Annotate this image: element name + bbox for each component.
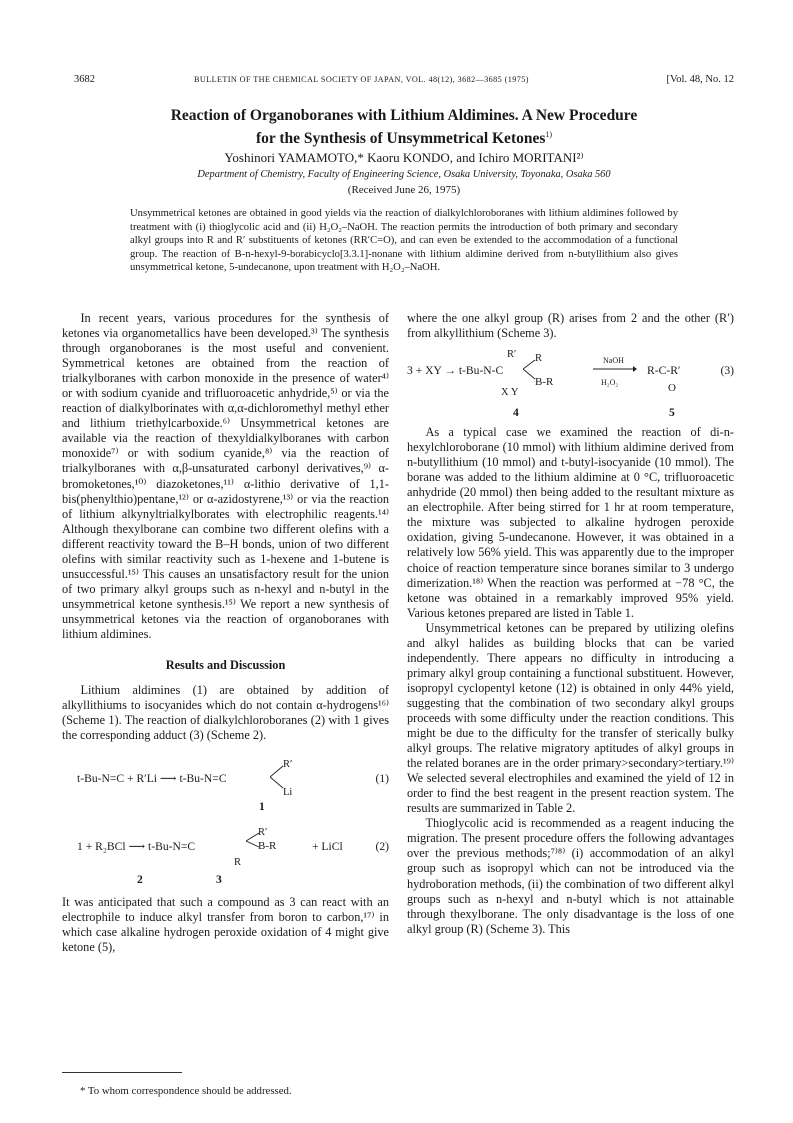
scheme-3-reaction: 3 + XY → t-Bu-N-C [407,364,504,378]
volume-issue: [Vol. 48, No. 12 [666,74,734,85]
scheme-3-ketone-product: R-C-R′ [647,364,681,378]
intro-paragraph: In recent years, various procedures for the synthesis of ketones via organometallics have been developed.³⁾ The synthesis through organoboranes is the most useful and convenient. Symmetrical ketones are obtained from the reaction of trialkylboranes with carbon monoxide in the presence of water⁴⁾ or with sodium cyanide and trifluoroacetic anhydride,⁵⁾ or via the reaction of dialkylborinates with α,α-dichloromethyl methyl ether and lithium triethylcarboxide.⁶⁾ Unsymmetrical ketones are available via the reaction of thexyldialkylboranes with carbon monoxide⁷⁾ or with sodium cyanide,⁸⁾ via the reaction of trialkylboranes with α,β-unsaturated carbonyl derivatives,⁹⁾ α-bromoketones,¹⁰⁾ diazoketones,¹¹⁾ α-lithio derivative of 1,1-bis(phenylthio)pentane,¹²⁾ or α-azidostyrene,¹³⁾ or via the reaction of lithium alkynyltrialkylborates with electrophilic reagents.¹⁴⁾ Although thexylborane can combine two different olefins with a different reactivity toward the B–H bonds, union of two different olefins with similar reactivity such as 1-hexene and 1-butene is unsuccessful.¹⁵⁾ This causes an unsatisfactory result for the union of two primary alkyl groups such as n-hexyl and n-butyl in the unsymmetrical ketone synthesis.¹⁵⁾ We report a new synthesis of unsymmetrical ketones via the reaction of organoboranes with lithium aldimines. [62,311,389,641]
right-column [407,311,734,937]
scheme-3-bond-lines [523,357,537,383]
scheme-1-number: (1) [375,772,389,786]
compound-2-label: 2 [137,873,143,887]
scheme-2-byproduct: + LiCl [312,840,343,854]
page-number: 3682 [74,74,95,85]
scheme-1 [62,751,389,813]
scheme-3-electrophile-xy: X Y [501,387,519,399]
scheme-3-carbonyl-oxygen: O [668,382,676,395]
thioglycolic-paragraph: Thioglycolic acid is recommended as a reagent inducing the migration. The present procedure offers the following advantages over the previous methods;⁷⁾⁸⁾ (i) accommodation of an alkyl group such as isopropyl which can not be introduced via the hydroboration methods, (ii) the combination of two different alkyl groups such as n-hexyl and n-butyl which is not attainable through thexylborane. The only disadvantage is the loss of one alkyl group (R) (Scheme 3). This [407,816,734,936]
article-title [74,106,734,148]
running-header [74,74,734,88]
results-paragraph: Lithium aldimines (1) are obtained by addition of alkyllithiums to isocyanides which do not contain α-hydrogens¹⁶⁾ (Scheme 1). The reaction of dialkylchloroboranes (2) with 1 gives the corresponding adduct (3) (Scheme 2). [62,683,389,743]
left-column [62,311,389,955]
scheme-3-number: (3) [720,364,734,378]
scheme-2 [62,821,389,891]
scheme-2-substituent-r-prime: R′ [258,827,268,839]
typical-case-paragraph: As a typical case we examined the reaction of di-n-hexylchloroborane (10 mmol) with lithium aldimine derived from n-butyllithium (10 mmol) and t-butyl-isocyanide (10 mmol). The borane was added to the lithium aldimine at 0 °C, trifluoroacetic anhydride (20 mmol) then being added to the resultant mixture as an electrophile. After being stirred for 1 hr at room temperature, the mixture was subjected to alkaline hydrogen peroxide oxidation, giving 5-undecanone. However, it was obtained in a relatively low 56% yield. This was apparently due to the improper choice of reaction temperature since boranes similar to 3 undergo dimerization.¹⁸⁾ When the reaction was performed at −78 °C, the ketone was obtained in a remarkably improved 95% yield. Various ketones prepared are listed in Table 1. [407,425,734,620]
author-list: Yoshinori YAMAMOTO,* Kaoru KONDO, and Ichiro MORITANI²⁾ [224,150,584,165]
title-line-1: Reaction of Organoboranes with Lithium Aldimines. A New Procedure [170,107,638,124]
scheme-3-intro: where the one alkyl group (R) arises from 2 and the other (R′) from alkyllithium (Scheme 3). [407,311,734,341]
abstract: Unsymmetrical ketones are obtained in good yields via the reaction of dialkylchloroboranes with lithium aldimines followed by treatment with (i) thioglycolic acid and (ii) H₂O₂–NaOH. The reaction permits the introduction of both primary and secondary alkyl groups into R and R′ substituents of ketones (RR′C=O), and can even be extended to the accommodation of a functional group. The reaction of B-n-hexyl-9-borabicyclo[3.3.1]-nonane with lithium aldimine derived from n-butyllithium also gives unsymmetrical ketone, 5-undecanone, upon treatment with H₂O₂–NaOH. [130,208,678,274]
scheme-3-substituent-r-prime: R′ [507,349,517,361]
section-heading: Results and Discussion [165,658,286,673]
scheme-2-reaction: 1 + R₂BCl ⟶ t-Bu-N=C [77,840,196,854]
compound-5-label: 5 [669,406,675,420]
scheme-3-reagent-h2o2: H₂O₂ [601,378,619,388]
received-date: (Received June 26, 1975) [347,184,461,196]
scheme-3-substituent-r: R [535,353,543,365]
scheme-3 [407,347,734,425]
title-footnote-mark: 1) [545,130,553,139]
affiliation: Department of Chemistry, Faculty of Engineering Science, Osaka University, Toyonaka, Osaka 560 [197,169,611,180]
scheme-3-reagent-naoh: NaOH [603,356,624,366]
compound-4-label: 4 [513,406,519,420]
scheme-2-number: (2) [375,840,389,854]
title-line-2 [74,125,734,148]
scheme-1-substituent-li: Li [283,787,293,799]
scheme-3-boron-group: B-R [535,376,554,389]
compound-1-label: 1 [259,800,265,814]
title-line-2-text: for the Synthesis of Unsymmetrical Ketones [255,130,546,148]
scheme-1-substituent-r: R′ [283,759,293,771]
scheme-1-reaction: t-Bu-N=C + R′Li ⟶ t-Bu-N=C [77,772,227,786]
compound-3-label: 3 [216,873,222,887]
scheme-2-bond-lines [246,831,260,849]
scheme-3-reaction-arrow [593,365,637,373]
footnote-rule [62,1072,182,1073]
unsymmetrical-ketones-paragraph: Unsymmetrical ketones can be prepared by utilizing olefins and alkyl halides as building blocks that can be varied independently. There appears no difficulty in introducing a primary alkyl group containing a functional substituent. However, isopropyl cyclopentyl ketone (12) is obtained in only 44% yield, suggesting that the combination of two secondary alkyl groups proceeds with some difficulty under the reaction conditions. This might be due to the difficulty for the transfer of sterically bulky alkyl groups. The relative migratory aptitudes of alkyl groups in the related boranes are in the order primary>secondary>tertiary.¹⁹⁾ We selected several electrophiles and examined the yield of 12 in order to find the best reagent in the present reaction system. The results are summarized in Table 2. [407,620,734,816]
scheme-2-substituent-r: R [234,857,242,869]
footnote: * To whom correspondence should be addressed. [80,1085,292,1097]
scheme-2-boron-group: B-R [258,840,277,853]
journal-citation: BULLETIN OF THE CHEMICAL SOCIETY OF JAPAN, VOL. 48(12), 3682—3685 (1975) [194,75,529,84]
scheme-1-bond-lines [270,763,284,791]
scheme-3-lead-paragraph: It was anticipated that such a compound as 3 can react with an electrophile to induce alkyl transfer from boron to carbon,¹⁷⁾ in which case alkaline hydrogen peroxide oxidation of 4 might give ketone (5), [62,895,389,955]
